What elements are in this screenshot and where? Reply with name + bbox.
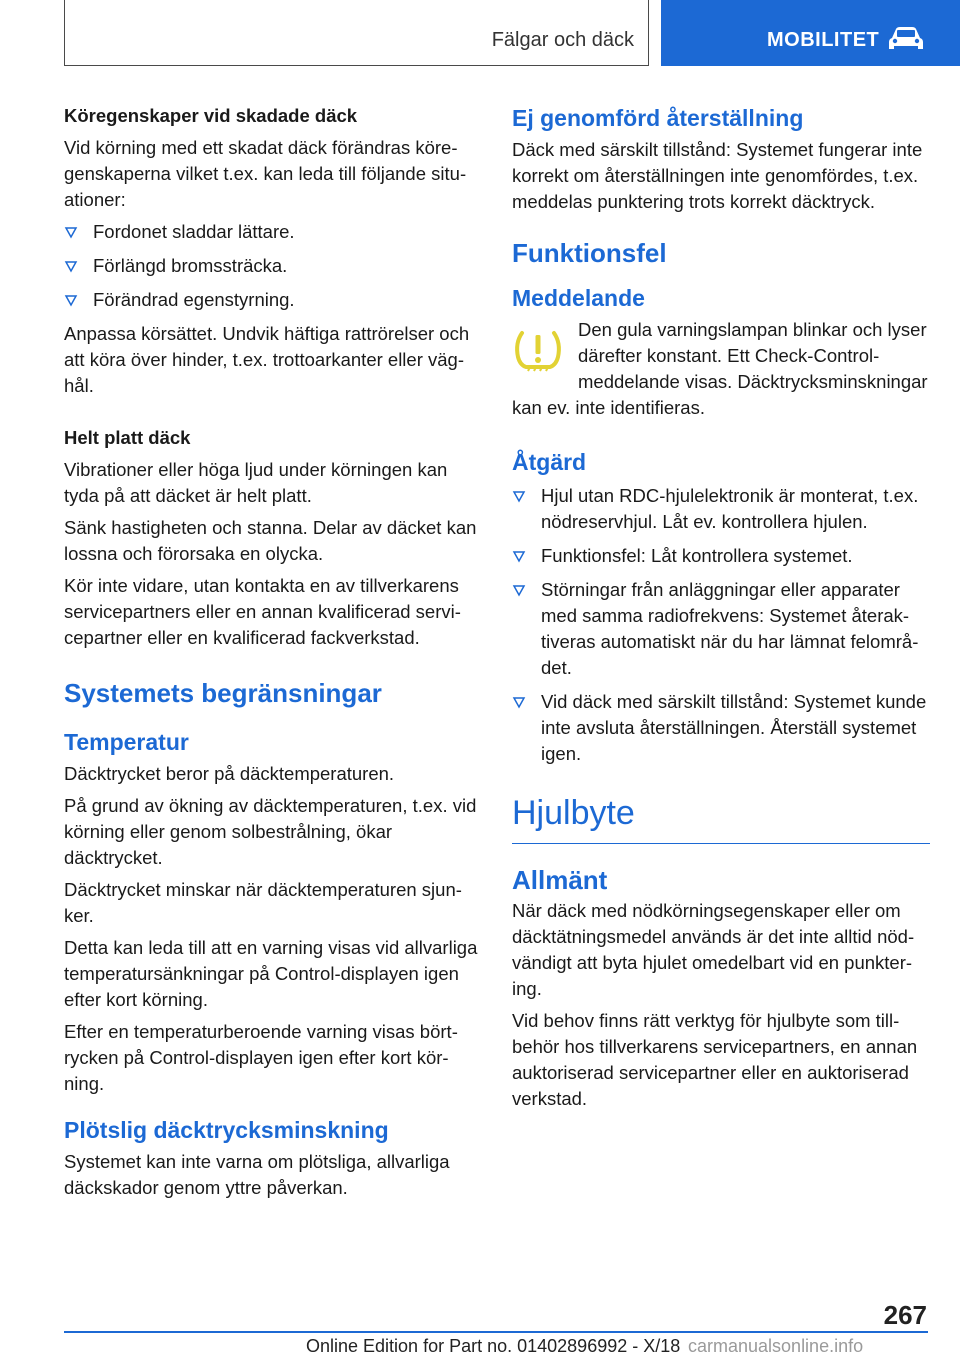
temperature-p1: Däcktrycket beror på däcktemperaturen. [64, 763, 395, 784]
tire-pressure-warning-icon [512, 327, 564, 375]
left-column [64, 103, 482, 1207]
page-number: 267 [883, 1300, 927, 1330]
malfunction-heading: Funktionsfel [512, 238, 667, 268]
bullet-triangle-icon [64, 259, 78, 273]
temperature-p3: Däcktrycket minskar när däcktemperaturen sjunker. [64, 879, 462, 926]
list-item [512, 543, 930, 569]
wheel-change-heading: Hjulbyte [512, 793, 930, 844]
watermark: carmanualsonline.info [688, 1336, 864, 1356]
list-item-text: Förändrad egenstyrning. [93, 289, 295, 310]
list-item-text: Fordonet sladdar lättare. [93, 221, 295, 242]
bullet-triangle-icon [64, 225, 78, 239]
list-item-text: Hjul utan RDC-hjulelektronik är monterat, t.ex. nödreservhjul. Låt ev. kontrollera hjulen. [541, 485, 919, 532]
header-section-box [64, 0, 649, 66]
list-item-text: Funktionsfel: Låt kontrollera systemet. [541, 545, 853, 566]
list-item-text: Störningar från anläggningar eller apparater med samma radiofrekvens: Systemet återaktiveras automatiskt när du har lämnat felområdet. [541, 579, 919, 678]
action-heading: Åtgärd [512, 449, 587, 475]
list-item [64, 287, 482, 313]
no-reset-heading: Ej genomförd återställning [512, 105, 804, 131]
flat-tire-p3: Kör inte vidare, utan kontakta en av tillverkarens servicepartners eller en annan kvalificerad servicepartner eller en kvalificerad fackverkstad. [64, 575, 461, 648]
message-heading: Meddelande [512, 285, 645, 311]
action-list [512, 483, 930, 767]
list-item [512, 577, 930, 681]
bullet-triangle-icon [512, 549, 526, 563]
message-text: Den gula varningslampan blinkar och lyser därefter konstant. Ett Check-Control-meddelande visas. Däcktrycksminskningar kan ev. inte identifieras. [512, 319, 928, 418]
limits-heading: Systemets begränsningar [64, 678, 382, 708]
damaged-tire-title: Köregenskaper vid skadade däck [64, 105, 358, 126]
damaged-tire-text: Vid körning med ett skadat däck förändras köregenskaperna vilket t.ex. kan leda till följande situationer: [64, 137, 467, 210]
message-block [512, 317, 930, 421]
bullet-triangle-icon [512, 489, 526, 503]
sudden-loss-heading: Plötslig däcktrycksminskning [64, 1117, 389, 1143]
section-title: Fälgar och däck [491, 29, 634, 51]
damaged-tire-list [64, 219, 482, 313]
flat-tire-p1: Vibrationer eller höga ljud under körningen kan tyda på att däcket är helt platt. [64, 459, 448, 506]
general-p2: Vid behov finns rätt verktyg för hjulbyte som tillbehör hos tillverkarens servicepartners, en annan auktoriserad servicepartner eller en auktoriserad verkstad. [512, 1010, 918, 1109]
temperature-heading: Temperatur [64, 729, 189, 755]
flat-tire-p2: Sänk hastigheten och stanna. Delar av däcket kan lossna och förorsaka en olycka. [64, 517, 477, 564]
list-item-text: Förlängd bromssträcka. [93, 255, 288, 276]
car-icon [886, 24, 926, 54]
footer-divider [64, 1331, 928, 1333]
list-item [512, 689, 930, 767]
sudden-loss-p1: Systemet kan inte varna om plötsliga, allvarliga däckskador genom yttre påverkan. [64, 1151, 450, 1198]
bullet-triangle-icon [512, 583, 526, 597]
chapter-label: MOBILITET [767, 29, 880, 51]
list-item [64, 219, 482, 245]
list-item [64, 253, 482, 279]
general-p1: När däck med nödkörningsegenskaper eller om däcktätningsmedel används är det inte alltid nödvändigt att byta hjulet omedelbart vid en punktering. [512, 900, 915, 999]
temperature-p5: Efter en temperaturberoende varning visas börtrycken på Control-displayen igen efter kort körning. [64, 1021, 458, 1094]
damaged-tire-advice: Anpassa körsättet. Undvik häftiga rattrörelser och att köra över hinder, t.ex. trottoarkanter eller väghål. [64, 323, 470, 396]
right-column [512, 103, 930, 1118]
temperature-p2: På grund av ökning av däcktemperaturen, t.ex. vid körning eller genom solbestrålning, ökar däcktrycket. [64, 795, 477, 868]
list-item [512, 483, 930, 535]
general-heading: Allmänt [512, 865, 608, 895]
bullet-triangle-icon [512, 695, 526, 709]
bullet-triangle-icon [64, 293, 78, 307]
no-reset-text: Däck med särskilt tillstånd: Systemet fungerar inte korrekt om återställningen inte genomfördes, t.ex. meddelas punktering trots korrekt däcktryck. [512, 139, 923, 212]
flat-tire-title: Helt platt däck [64, 427, 191, 448]
list-item-text: Vid däck med särskilt tillstånd: Systemet kunde inte avsluta återställningen. Återställ systemet igen. [541, 691, 927, 764]
chapter-tab[interactable] [661, 0, 960, 66]
edition-text: Online Edition for Part no. 01402896992 - X/18 [306, 1336, 681, 1356]
temperature-p4: Detta kan leda till att en varning visas vid allvarliga temperatursänkningar på Control-displayen igen efter kort körning. [64, 937, 478, 1010]
